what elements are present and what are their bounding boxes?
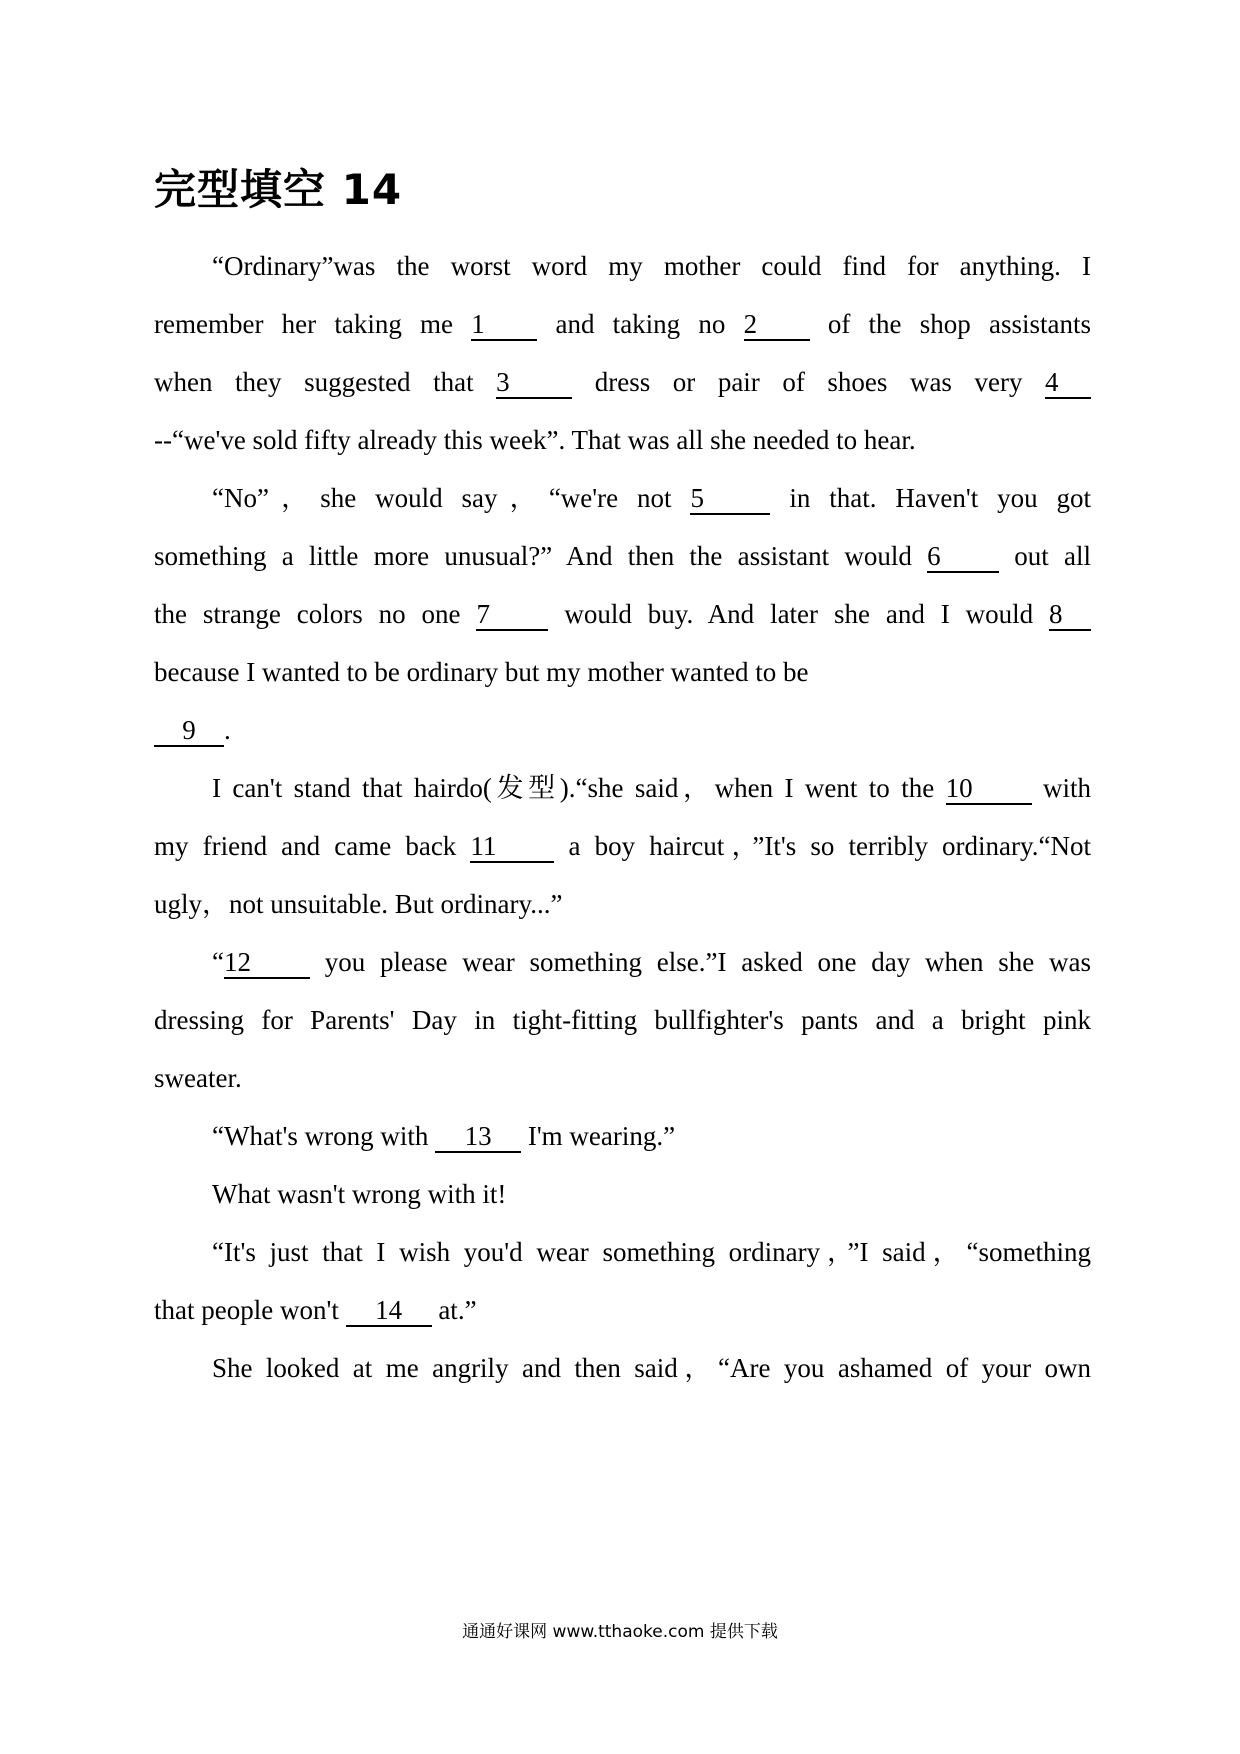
text-line <box>212 942 1091 982</box>
text-line <box>212 1232 1091 1272</box>
text-segment: that people won't <box>154 1295 339 1325</box>
text-segment: ugly，not unsuitable. But ordinary...” <box>154 889 563 919</box>
text-segment: dress or pair of shoes was very <box>594 367 1023 397</box>
text-segment: out all <box>1014 541 1091 571</box>
text-line <box>212 1116 1091 1156</box>
text-line <box>212 1174 1091 1214</box>
blank-12: 12 <box>224 947 310 979</box>
text-segment: I can't stand that hairdo(发型).“she said，when I went to the <box>212 773 935 803</box>
blank-14: 14 <box>346 1295 432 1327</box>
blank-10: 10 <box>946 773 1032 805</box>
text-segment: I'm wearing.” <box>527 1121 676 1151</box>
page-footer: 通通好课网 www.tthaoke.com 提供下载 <box>462 1622 778 1642</box>
text-segment: What wasn't wrong with it! <box>212 1179 507 1209</box>
text-line <box>154 826 1091 866</box>
text-segment: a boy haircut，”It's so terribly ordinary.“Not <box>568 831 1092 861</box>
text-segment: “Ordinary”was the worst word my mother could find for anything. I <box>212 251 1091 281</box>
text-segment: “It's just that I wish you'd wear something ordinary，”I said，“something <box>212 1237 1091 1267</box>
blank-8: 8 <box>1049 599 1091 631</box>
text-line <box>154 304 1091 344</box>
text-segment: the strange colors no one <box>154 599 461 629</box>
text-segment: because I wanted to be ordinary but my mother wanted to be <box>154 657 809 687</box>
blank-3: 3 <box>496 367 572 399</box>
page-title: 完型填空 14 <box>154 165 403 214</box>
text-segment: you please wear something else.”I asked one day when she was <box>324 947 1092 977</box>
text-line <box>154 1058 1091 1098</box>
text-line <box>154 362 1091 402</box>
blank-13: 13 <box>435 1121 521 1153</box>
text-segment: “What's wrong with <box>212 1121 429 1151</box>
text-segment: would buy. And later she and I would <box>564 599 1034 629</box>
text-segment: remember her taking me <box>154 309 454 339</box>
text-line <box>212 478 1091 518</box>
text-line <box>212 768 1091 808</box>
text-segment: when they suggested that <box>154 367 474 397</box>
text-segment: something a little more unusual?” And then the assistant would <box>154 541 912 571</box>
blank-7: 7 <box>476 599 548 631</box>
text-segment: “No”，she would say，“we're not <box>212 483 672 513</box>
blank-11: 11 <box>470 831 554 863</box>
text-line <box>154 884 1091 924</box>
blank-5: 5 <box>690 483 770 515</box>
blank-2: 2 <box>744 309 810 341</box>
text-segment: with <box>1043 773 1092 803</box>
text-segment: dressing for Parents' Day in tight-fitting bullfighter's pants and a bright pink <box>154 1005 1091 1035</box>
text-segment: and taking no <box>555 309 726 339</box>
text-line <box>154 710 1091 750</box>
text-segment: --“we've sold fifty already this week”. That was all she needed to hear. <box>154 425 916 455</box>
text-segment: . <box>224 715 231 745</box>
blank-9: 9 <box>154 715 224 747</box>
text-line <box>154 536 1091 576</box>
text-segment: “ <box>212 947 224 977</box>
blank-4: 4 <box>1045 367 1091 399</box>
blank-1: 1 <box>471 309 537 341</box>
text-segment: at.” <box>438 1295 477 1325</box>
text-segment: my friend and came back <box>154 831 457 861</box>
text-line <box>154 652 1091 692</box>
text-line <box>154 420 1091 460</box>
text-line <box>154 594 1091 634</box>
text-line <box>212 246 1091 286</box>
text-segment: She looked at me angrily and then said，“Are you ashamed of your own <box>212 1353 1091 1383</box>
text-segment: in that. Haven't you got <box>789 483 1092 513</box>
text-segment: sweater. <box>154 1063 242 1093</box>
text-segment: of the shop assistants <box>827 309 1091 339</box>
text-line <box>154 1000 1091 1040</box>
blank-6: 6 <box>927 541 999 573</box>
text-line <box>154 1290 1091 1330</box>
text-line <box>212 1348 1091 1388</box>
